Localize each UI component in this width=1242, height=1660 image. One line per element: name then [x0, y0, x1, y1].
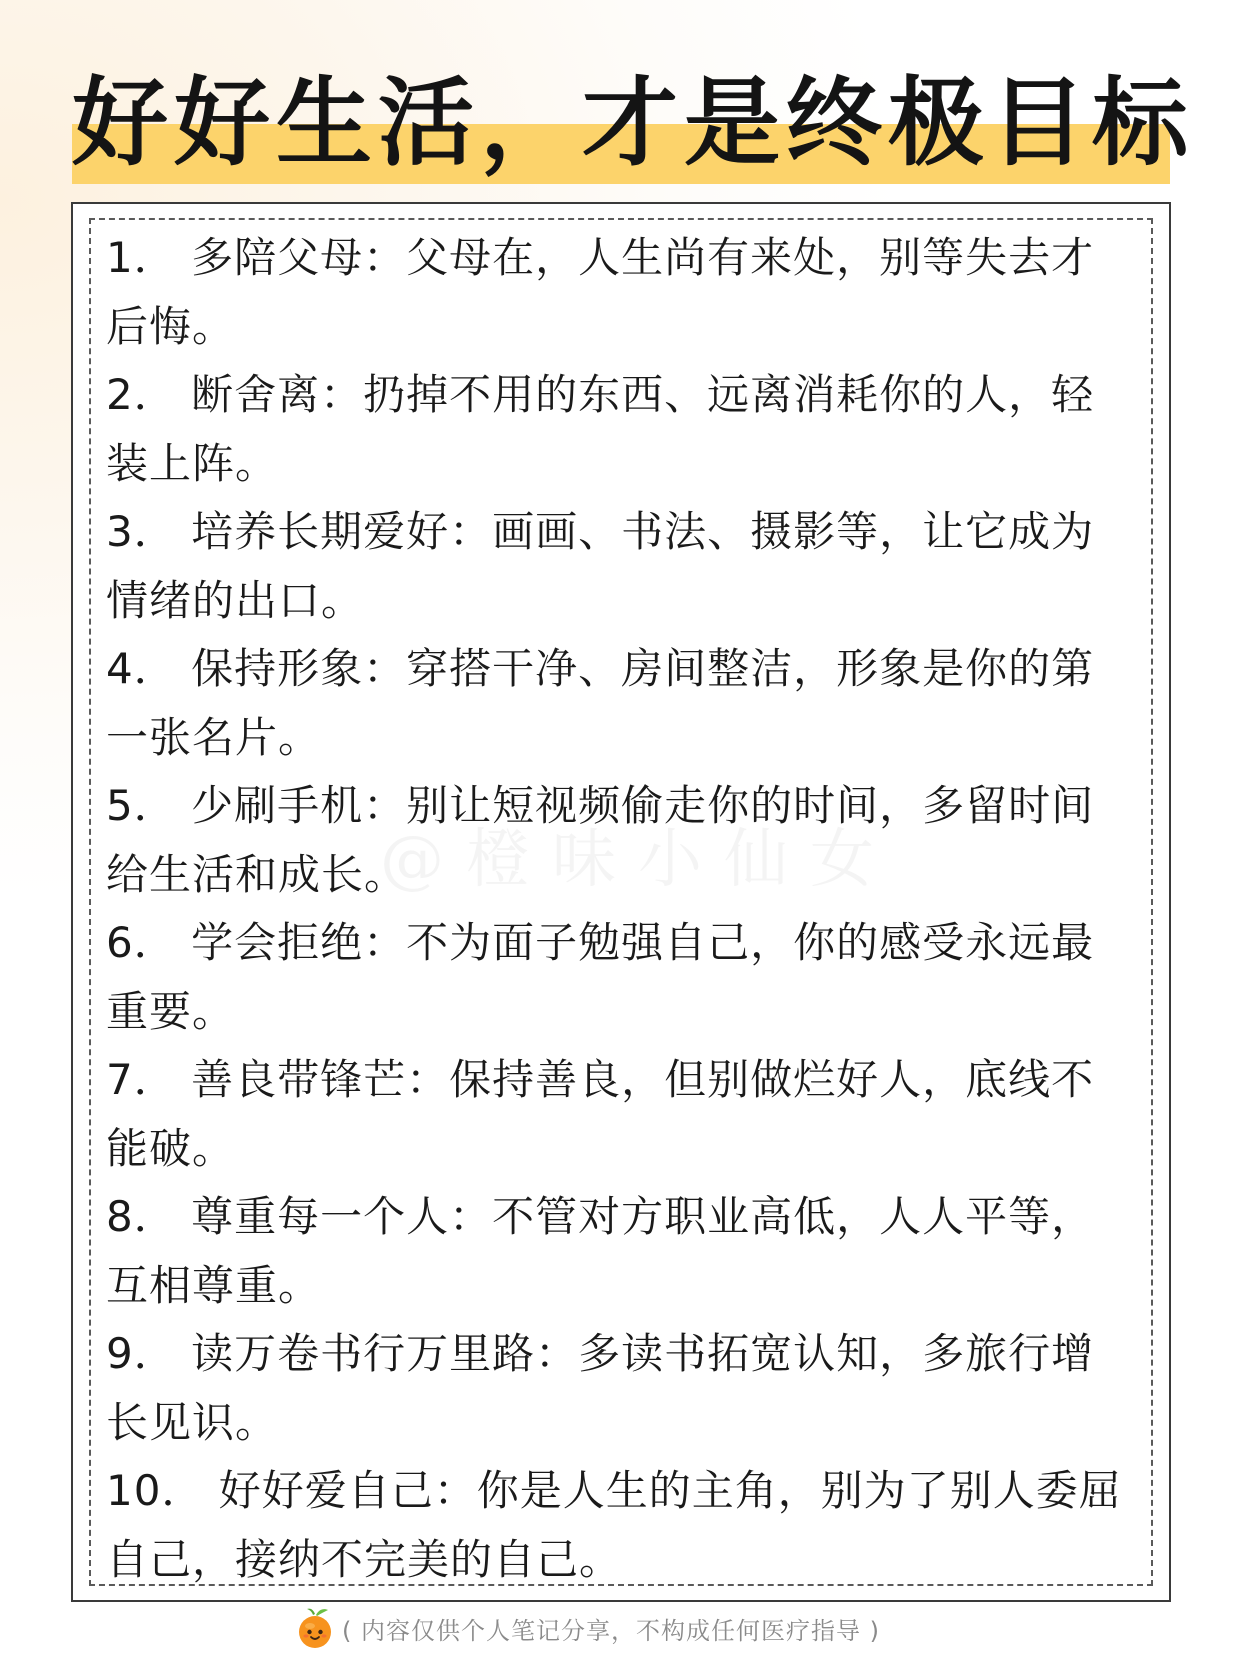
list-item: 1． 多陪父母：父母在，人生尚有来处，别等失去才后悔。 — [106, 233, 1095, 351]
list-item: 2． 断舍离：扔掉不用的东西、远离消耗你的人，轻装上阵。 — [106, 370, 1095, 488]
footer-note — [296, 1606, 880, 1650]
list-item: 4． 保持形象：穿搭干净、房间整洁，形象是你的第一张名片。 — [106, 644, 1095, 762]
orange-mascot-icon — [296, 1606, 334, 1650]
list-item: 3． 培养长期爱好：画画、书法、摄影等，让它成为情绪的出口。 — [106, 507, 1095, 625]
tips-list — [106, 224, 1136, 1594]
list-item: 8． 尊重每一个人：不管对方职业高低，人人平等，互相尊重。 — [106, 1192, 1095, 1310]
list-item: 10． 好好爱自己：你是人生的主角，别为了别人委屈自己，接纳不完美的自己。 — [106, 1466, 1122, 1584]
list-item: 6． 学会拒绝：不为面子勉强自己，你的感受永远最重要。 — [106, 918, 1095, 1036]
watermark: @橙味小仙女 — [380, 823, 896, 897]
list-item: 9． 读万卷书行万里路：多读书拓宽认知，多旅行增长见识。 — [106, 1329, 1095, 1447]
disclaimer-text: ( 内容仅供个人笔记分享，不构成任何医疗指导 ) — [342, 1616, 880, 1645]
list-item: 7． 善良带锋芒：保持善良，但别做烂好人，底线不能破。 — [106, 1055, 1095, 1173]
list-item: 5． 少刷手机：别让短视频偷走你的时间，多留时间给生活和成长。 — [106, 781, 1095, 899]
title-area — [72, 66, 1194, 194]
page-title: 好好生活，才是终极目标 — [72, 67, 1194, 179]
